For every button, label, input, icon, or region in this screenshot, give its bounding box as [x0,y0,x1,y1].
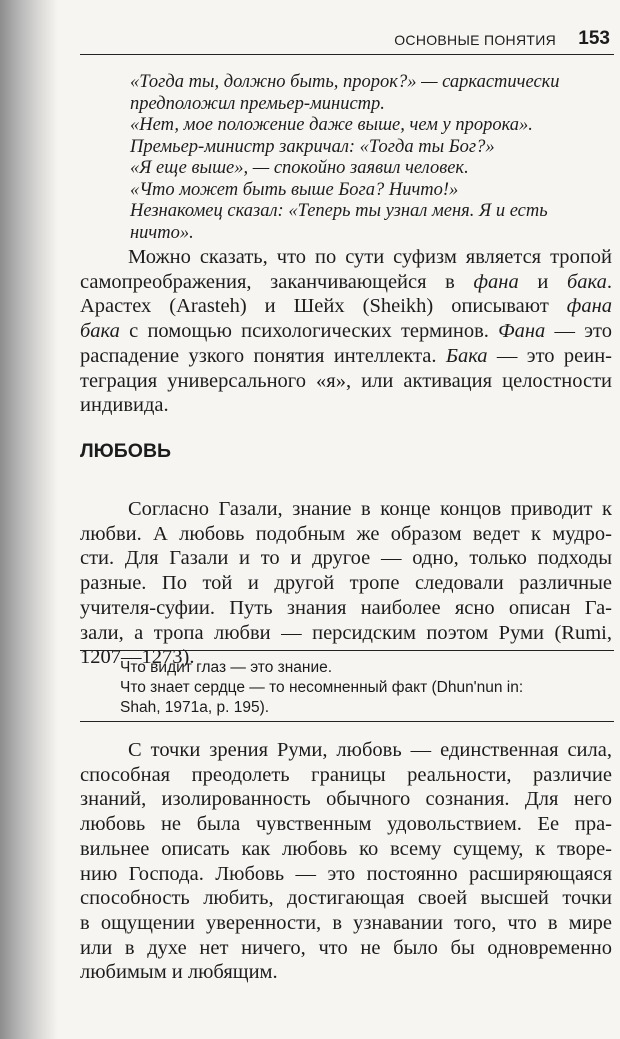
text-line: зали, а тропа любви — персидским поэтом Руми (Rumi, [80,621,612,644]
running-title: ОСНОВНЫЕ ПОНЯТИЯ [394,32,556,48]
text-line: учителя-суфии. Путь знания наиболее ясно описан Га- [80,596,612,619]
term-fana: фана [566,295,612,318]
dialogue-line: Премьер-министр закричал: «Тогда ты Бог?» [130,136,495,157]
text-line: Согласно Газали, знание в конце концов приводит к [128,498,612,520]
text-line: 1207—1273). [80,646,195,669]
term-baka: бака [80,320,120,343]
text-line: индивида. [80,394,169,417]
text-line: любви. А любовь подобным же образом ведет к мудро- [80,522,612,545]
dialogue-line: ничто». [130,222,194,243]
text-line: бака с помощью психологических терминов. Фана — это [80,320,612,343]
text-line: в ощущении уверенности, в узнавании того, что в мире [80,911,612,934]
epigraph-line: Shah, 1971a, p. 195). [120,699,270,716]
term-fana: фана [473,270,519,293]
section-heading: ЛЮБОВЬ [80,440,172,462]
text-line: любимым и любящим. [80,961,278,984]
dialogue-line: «Нет, мое положение даже выше, чем у пророка». [130,115,533,135]
dialogue-line: Незнакомец сказал: «Теперь ты узнал меня. Я и есть [130,201,548,221]
page-number: 153 [578,28,610,49]
text-line: распадение узкого понятия интеллекта. Бака — это реин- [80,344,612,367]
text-line: теграция универсального «я», или активация целостности [80,369,612,392]
text-line: разные. По той и другой тропе следовали различные [80,572,612,595]
love-paragraph [80,497,612,670]
text-line: или в духе нет ничего, что не было бы одновременно [80,936,612,959]
text-line: сти. Для Газали и то и другое — одно, только подходы [80,547,612,570]
text-line: нию Господа. Любовь — это постоянно расширяющаяся [80,862,612,885]
book-spine-shadow [0,0,58,1039]
text-line: способность любить, достигающая своей высшей точки [80,887,612,910]
term-fana: Фана [498,320,546,343]
text-line: способная преодолеть границы реальности, различие [80,763,612,786]
text-line: С точки зрения Руми, любовь — единственная сила, [128,739,612,761]
text-line: Арастех (Arasteh) и Шейх (Sheikh) описывают фана [80,295,612,318]
term-baka: бака [566,270,607,293]
epigraph-line: Что знает сердце — то несомненный факт (Dhun'nun in: [120,679,524,696]
epigraph-line: Что видит глаз — это знание. [120,659,333,676]
text-line: самопреображения, заканчивающейся в фана и бака. [80,270,612,293]
page-header [80,24,614,55]
epigraph-box [80,650,614,722]
epigraph-text [120,658,610,718]
text-line: вильнее описать как любовь ко всему сущему, к творе- [80,837,612,860]
sufism-paragraph [80,245,612,418]
rumi-paragraph [80,738,612,985]
dialogue-quote [130,72,600,244]
dialogue-line: предположил премьер-министр. [130,93,385,114]
text-line: любовь не была чувственным удовольствием. Ее пра- [80,813,612,836]
text-line: знаний, изолированность обычного сознания. Для него [80,788,612,811]
dialogue-line: «Я еще выше», — спокойно заявил человек. [130,158,469,178]
term-baka: Бака [445,344,488,367]
dialogue-line: «Тогда ты, должно быть, пророк?» — саркастически [130,72,560,92]
text-line: Можно сказать, что по сути суфизм является тропой [128,246,612,268]
dialogue-line: «Что может быть выше Бога? Ничто!» [130,179,459,200]
